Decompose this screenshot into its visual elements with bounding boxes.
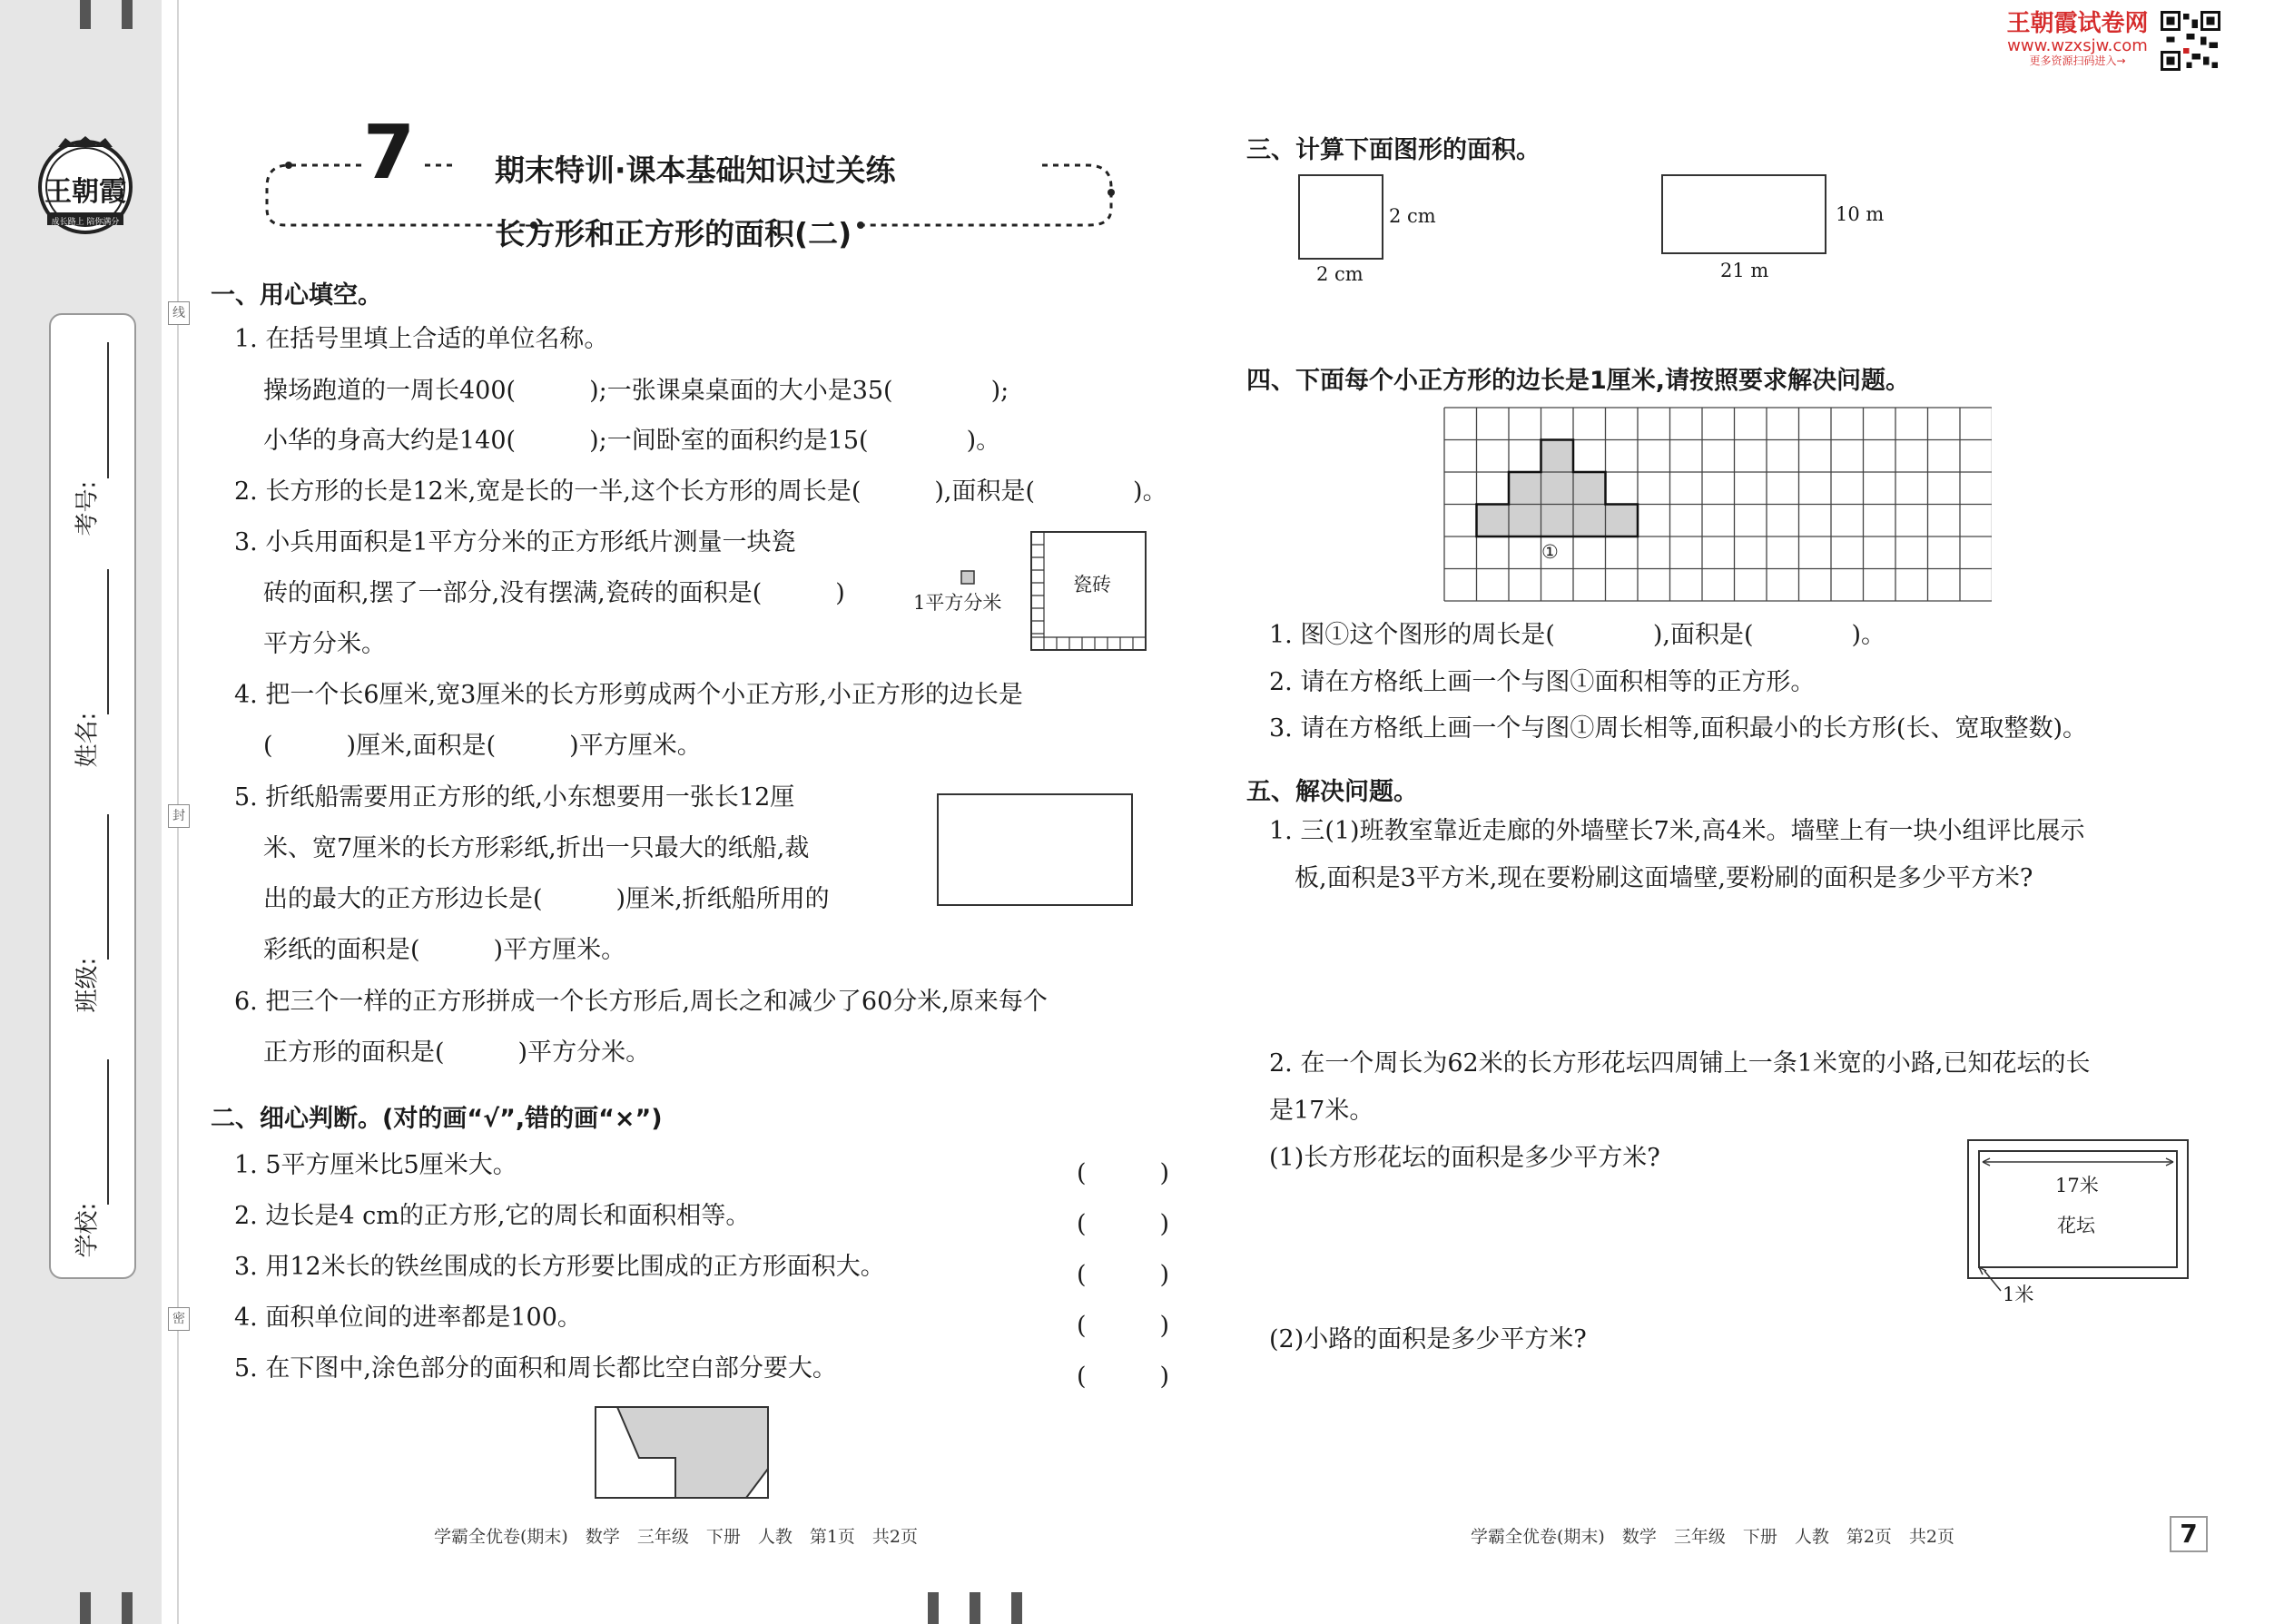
site-name: 王朝霞试卷网 (2006, 10, 2149, 37)
section-2-heading: 二、细心判断。(对的画“√”,错的画“×”) (211, 1105, 663, 1133)
seal-mark-secret: 密 (168, 1307, 190, 1331)
figure-1-cell (1541, 472, 1574, 505)
qr-code-icon[interactable] (2161, 11, 2220, 71)
s1-question-4-line-b: ( )厘米,面积是( )平方厘米。 (263, 732, 702, 760)
figure-1-cell (1541, 505, 1574, 537)
s1-question-6-line-b: 正方形的面积是( )平方分米。 (263, 1038, 651, 1067)
name-label: 姓名: (74, 712, 102, 768)
judge-item-1: 1. 5平方厘米比5厘米大。 (234, 1151, 517, 1179)
judge-answer-3[interactable]: ( ) (1077, 1261, 1170, 1289)
footer-left: 学霸全优卷(期末) 数学 三年级 下册 人教 第1页 共2页 (434, 1527, 919, 1547)
s1-question-5-line-c: 出的最大的正方形边长是( )厘米,折纸船所用的 (263, 885, 830, 913)
s4-question-1: 1. 图①这个图形的周长是( ),面积是( )。 (1269, 621, 1886, 649)
figure-1-cell (1477, 505, 1510, 537)
square-unit-label: 1平方分米 (913, 592, 1002, 614)
school-line (107, 1059, 109, 1205)
registration-mark (80, 0, 91, 29)
judge-item-4: 4. 面积单位间的进率都是100。 (234, 1304, 582, 1332)
rectangle-figure (1661, 174, 1826, 254)
s4-question-3: 3. 请在方格纸上画一个与图①周长相等,面积最小的长方形(长、宽取整数)。 (1269, 714, 2087, 743)
square-bottom-label: 2 cm (1316, 263, 1364, 285)
figure-1-shape (1477, 440, 1639, 537)
s1-question-3-line-b: 砖的面积,摆了一部分,没有摆满,瓷砖的面积是( ) (263, 579, 845, 607)
figure-1-cell (1509, 472, 1541, 505)
badge-name: 王朝霞 (44, 176, 126, 208)
s5-question-1-line-a: 1. 三(1)班教室靠近走廊的外墙壁长7米,高4米。墙壁上有一块小组评比展示 (1269, 817, 2085, 845)
judge-answer-1[interactable]: ( ) (1077, 1159, 1170, 1187)
judge-answer-4[interactable]: ( ) (1077, 1312, 1170, 1340)
seal-mark-seal: 封 (168, 804, 190, 828)
judge-item-2: 2. 边长是4 cm的正方形,它的周长和面积相等。 (234, 1202, 751, 1230)
garden-label: 花坛 (2057, 1215, 2095, 1236)
s1-question-1-line-b: 小华的身高大约是140( );一间卧室的面积约是15( )。 (263, 427, 1001, 455)
exam-number-label: 考号: (74, 480, 102, 536)
s1-question-4-line-a: 4. 把一个长6厘米,宽3厘米的长方形剪成两个小正方形,小正方形的边长是 (234, 681, 1023, 709)
registration-mark (80, 1592, 91, 1624)
rectangle-width-label: 21 m (1720, 260, 1769, 281)
shaded-figure (594, 1405, 770, 1500)
figure-1-cell (1509, 505, 1541, 537)
s5-question-2-line-a: 2. 在一个周长为62米的长方形花坛四周铺上一条1米宽的小路,已知花坛的长 (1269, 1049, 2091, 1078)
s1-question-1-line-a: 操场跑道的一周长400( );一张课桌桌面的大小是35( ); (263, 377, 1009, 405)
seal-mark-line: 线 (168, 301, 190, 325)
square-side-label: 2 cm (1389, 205, 1436, 227)
registration-mark (928, 1592, 939, 1624)
registration-mark (122, 0, 133, 29)
registration-mark (1011, 1592, 1022, 1624)
path-width-label: 1米 (2003, 1284, 2034, 1305)
tile-label: 瓷砖 (1073, 574, 1111, 595)
name-line (107, 569, 109, 714)
judge-answer-2[interactable]: ( ) (1077, 1210, 1170, 1238)
judge-item-5: 5. 在下图中,涂色部分的面积和周长都比空白部分要大。 (234, 1354, 837, 1383)
site-tip: 更多资源扫码进入→ (2029, 54, 2126, 68)
square-grid-paper[interactable] (1442, 405, 1992, 603)
exam-number-line (107, 342, 109, 478)
figure-1-label: ① (1541, 541, 1559, 563)
page-number: 7 (2170, 1516, 2208, 1552)
class-line (107, 814, 109, 960)
section-4-heading: 四、下面每个小正方形的边长是1厘米,请按照要求解决问题。 (1246, 367, 1911, 395)
s5-question-1-line-b: 板,面积是3平方米,现在要粉刷这面墙壁,要粉刷的面积是多少平方米? (1295, 864, 2033, 892)
registration-mark (122, 1592, 133, 1624)
s1-question-3-line-a: 3. 小兵用面积是1平方分米的正方形纸片测量一块瓷 (234, 528, 796, 556)
footer-right: 学霸全优卷(期末) 数学 三年级 下册 人教 第2页 共2页 (1471, 1527, 1955, 1547)
figure-1-cell (1573, 472, 1606, 505)
s1-question-5-line-a: 5. 折纸船需要用正方形的纸,小东想要用一张长12厘 (234, 783, 795, 812)
badge-tagline: 成长路上 陪你满分 (51, 218, 120, 227)
section-3-heading: 三、计算下面图形的面积。 (1246, 136, 1541, 164)
paper-rectangle-figure (937, 793, 1133, 906)
school-label: 学校: (74, 1202, 102, 1258)
s5-question-2-part-2: (2)小路的面积是多少平方米? (1269, 1325, 1587, 1353)
s1-question-3-line-c: 平方分米。 (263, 630, 386, 658)
figure-1-cell (1606, 505, 1639, 537)
s5-question-2-line-b: 是17米。 (1269, 1097, 1374, 1125)
grid-lines (1444, 408, 1992, 601)
registration-mark (970, 1592, 980, 1624)
s1-question-5-line-b: 米、宽7厘米的长方形彩纸,折出一只最大的纸船,裁 (263, 834, 810, 862)
page-subtitle: 长方形和正方形的面积(二) (495, 216, 852, 251)
s5-question-2-part-1: (1)长方形花坛的面积是多少平方米? (1269, 1144, 1660, 1172)
page-title: 期末特训·课本基础知识过关练 (495, 153, 896, 188)
s1-question-6-line-a: 6. 把三个一样的正方形拼成一个长方形后,周长之和减少了60分米,原来每个 (234, 988, 1048, 1016)
site-brand[interactable] (2003, 11, 2152, 68)
rectangle-height-label: 10 m (1836, 203, 1885, 225)
judge-answer-5[interactable]: ( ) (1077, 1363, 1170, 1391)
unit-number: 7 (363, 110, 416, 196)
s1-question-5-line-d: 彩纸的面积是( )平方厘米。 (263, 936, 626, 964)
section-5-heading: 五、解决问题。 (1246, 778, 1418, 806)
figure-1-cell (1541, 440, 1574, 473)
name-field[interactable] (51, 560, 134, 787)
s1-question-2: 2. 长方形的长是12米,宽是长的一半,这个长方形的周长是( ),面积是( )。 (234, 477, 1167, 506)
figure-1-cell (1573, 505, 1606, 537)
garden-length-label: 17米 (2055, 1175, 2099, 1196)
student-info-panel (49, 313, 136, 1279)
exam-number-field[interactable] (51, 333, 134, 542)
class-label: 班级: (74, 957, 102, 1013)
school-field[interactable] (51, 1050, 134, 1268)
section-1-heading: 一、用心填空。 (211, 281, 382, 310)
site-url: www.wzxsjw.com (2007, 35, 2148, 55)
s1-question-1: 1. 在括号里填上合适的单位名称。 (234, 325, 609, 353)
square-figure (1298, 174, 1383, 260)
judge-item-3: 3. 用12米长的铁丝围成的长方形要比围成的正方形面积大。 (234, 1253, 885, 1281)
s4-question-2: 2. 请在方格纸上画一个与图①面积相等的正方形。 (1269, 668, 1816, 696)
class-field[interactable] (51, 805, 134, 1032)
